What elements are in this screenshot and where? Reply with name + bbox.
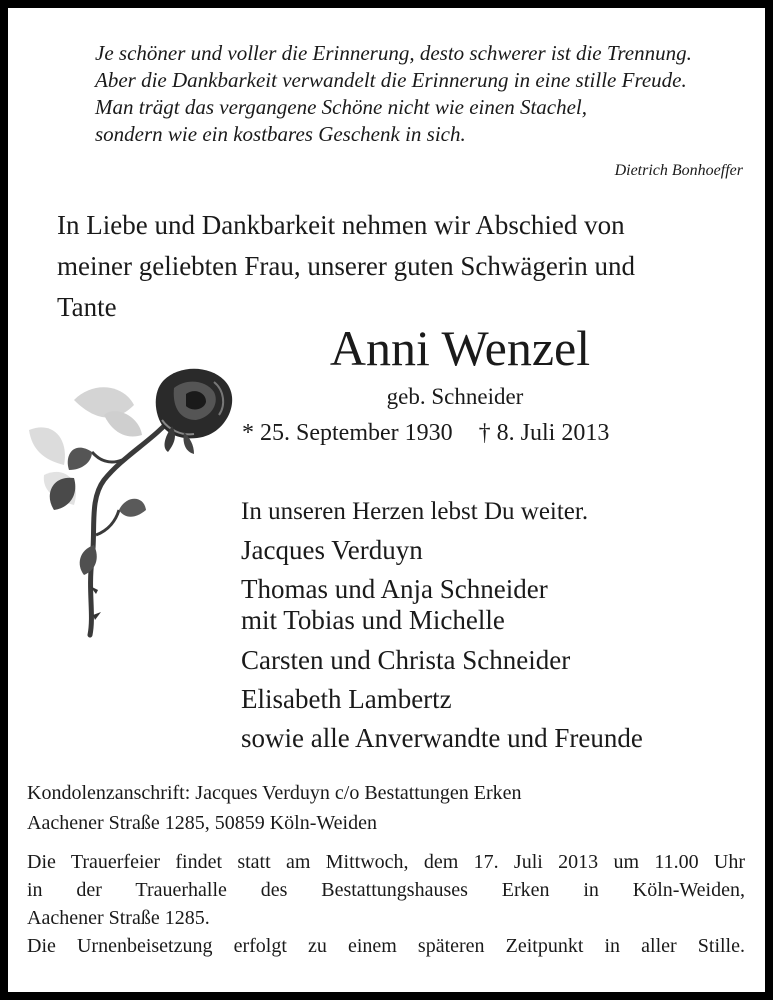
quote-line: sondern wie ein kostbares Geschenk in sich. [95,122,466,146]
intro-line: Tante [57,292,117,322]
mourner-line: Elisabeth Lambertz [241,684,452,714]
mourner-line: mit Tobias und Michelle [241,605,505,635]
quote-author: Dietrich Bonhoeffer [614,162,743,179]
service-line: Die Urnenbeisetzung erfolgt zu einem späteren Zeitpunkt in aller Stille. [27,935,745,957]
family-motto: In unseren Herzen lebst Du weiter. [241,498,589,525]
quote-line: Aber die Dankbarkeit verwandelt die Erinnerung in eine stille Freude. [95,68,687,92]
birth-name: geb. Schneider [386,384,524,409]
deceased-name: Anni Wenzel [329,320,591,376]
mourner-line: Jacques Verduyn [241,535,423,565]
service-line: Die Trauerfeier findet statt am Mittwoch, dem 17. Juli 2013 um 11.00 Uhr [27,851,745,873]
bonhoeffer-quote [95,40,745,148]
service-line: Aachener Straße 1285. [27,907,210,929]
intro-line: meiner geliebten Frau, unserer guten Schwägerin und [57,251,636,281]
birth-date: * 25. September 1930 [242,420,453,446]
death-date: † 8. Juli 2013 [478,420,610,446]
condolence-address [27,778,747,838]
mourner-line: Thomas und Anja Schneider [241,574,548,604]
intro-text [57,205,747,328]
mourner-line: sowie alle Anverwandte und Freunde [241,723,643,753]
service-line: in der Trauerhalle des Bestattungshauses Erken in Köln-Weiden, [27,879,745,901]
family-section [241,496,761,754]
life-dates [242,420,609,447]
mourner-line: Carsten und Christa Schneider [241,645,571,675]
intro-line: In Liebe und Dankbarkeit nehmen wir Abschied von [57,210,625,240]
contact-line: Kondolenzanschrift: Jacques Verduyn c/o Bestattungen Erken [27,782,522,804]
contact-line: Aachener Straße 1285, 50859 Köln-Weiden [27,812,377,834]
quote-line: Je schöner und voller die Erinnerung, desto schwerer ist die Trennung. [95,41,692,65]
funeral-service-info [27,848,745,960]
rose-icon [14,360,244,650]
quote-line: Man trägt das vergangene Schöne nicht wie einen Stachel, [95,95,588,119]
